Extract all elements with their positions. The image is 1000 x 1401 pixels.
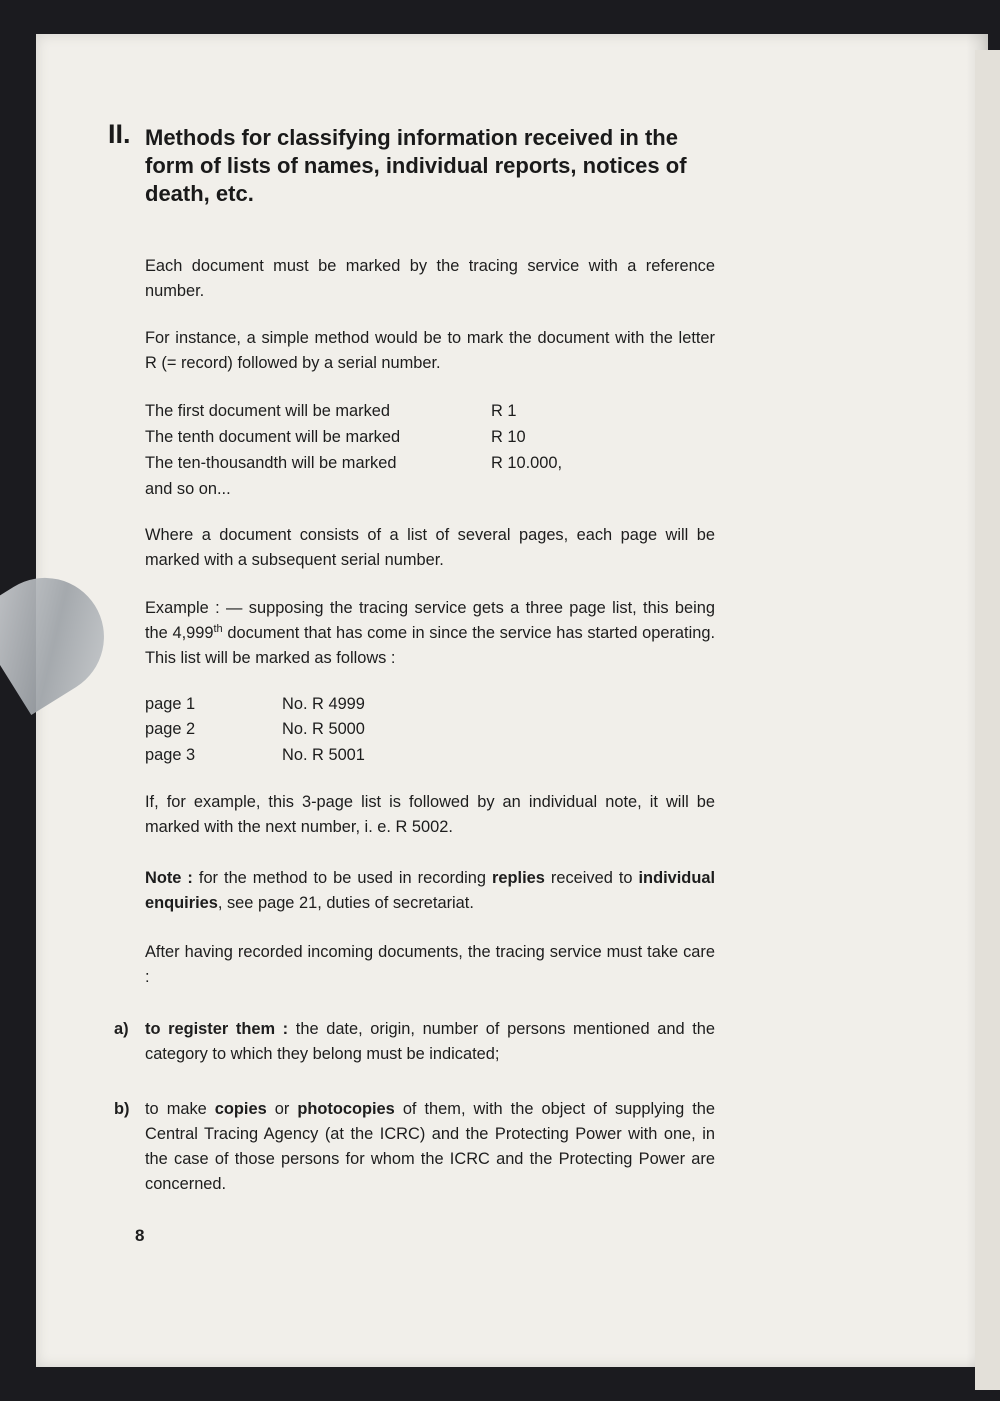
marking-value: R 10.000, xyxy=(491,454,563,472)
section-number: II. xyxy=(108,119,131,149)
paragraph-simple-method: For instance, a simple method would be to mark the document with the letter R (= record) followed by a serial number. xyxy=(145,329,715,372)
page-record-number: No. R 5000 xyxy=(282,720,365,738)
paragraph-example xyxy=(145,596,715,671)
page-label: page 1 xyxy=(145,695,196,713)
copies-text: of them, with the object of supplying the Central Tracing Agency (at the ICRC) and the Protecting Power with one, in the case of those persons for whom the ICRC and the Protecting Power are concerned. xyxy=(145,1100,715,1193)
marking-value: R 1 xyxy=(491,402,517,420)
list-marker-a: a) xyxy=(114,1020,129,1038)
paragraph-individual-note: If, for example, this 3-page list is followed by an individual note, it will be marked with the next number, i. e. R 5002. xyxy=(145,793,715,836)
ordinal-suffix: th xyxy=(213,623,223,635)
marking-label: The tenth document will be marked xyxy=(145,428,401,446)
register-label: to register them : xyxy=(145,1020,289,1038)
page-record-number: No. R 5001 xyxy=(282,746,365,764)
page-label: page 3 xyxy=(145,746,196,764)
note-text-1: for the method to be used in recording xyxy=(192,869,493,887)
page-record-number: No. R 4999 xyxy=(282,695,365,713)
copies-pre: to make xyxy=(145,1100,215,1118)
note-text-3: , see page 21, duties of secretariat. xyxy=(217,894,474,912)
paragraph-note xyxy=(145,866,715,916)
list-item-register xyxy=(145,1017,715,1067)
section-title: Methods for classifying information received in the form of lists of names, individual reports, notices of death, etc. xyxy=(145,125,687,206)
copies-mid: or xyxy=(266,1100,298,1118)
and-so-on: and so on... xyxy=(145,480,231,498)
note-text-2: received to xyxy=(544,869,639,887)
paragraph-after-recording: After having recorded incoming documents, the tracing service must take care : xyxy=(145,943,715,986)
marking-label: The ten-thousandth will be marked xyxy=(145,454,397,472)
note-enquiries: individual enquiries xyxy=(145,869,715,912)
note-replies: replies xyxy=(492,869,545,887)
register-text: the date, origin, number of persons mentioned and the category to which they belong must be indicated; xyxy=(145,1020,715,1063)
marking-value: R 10 xyxy=(491,428,526,446)
list-item-copies xyxy=(145,1097,715,1197)
marking-label: The first document will be marked xyxy=(145,402,391,420)
photocopies-label: photocopies xyxy=(297,1100,395,1118)
list-marker-b: b) xyxy=(114,1100,130,1118)
paragraph-reference-number: Each document must be marked by the tracing service with a reference number. xyxy=(145,257,715,300)
example-text-2: document that has come in since the service has started operating. This list will be marked as follows : xyxy=(145,624,715,667)
paragraph-several-pages: Where a document consists of a list of several pages, each page will be marked with a subsequent serial number. xyxy=(145,526,715,569)
note-label: Note : xyxy=(145,869,193,887)
example-text-1: Example : — supposing the tracing service gets a three page list, this being the 4,999 xyxy=(145,599,715,642)
page-label: page 2 xyxy=(145,720,196,738)
page-number: 8 xyxy=(135,1226,145,1245)
copies-label: copies xyxy=(214,1100,267,1118)
